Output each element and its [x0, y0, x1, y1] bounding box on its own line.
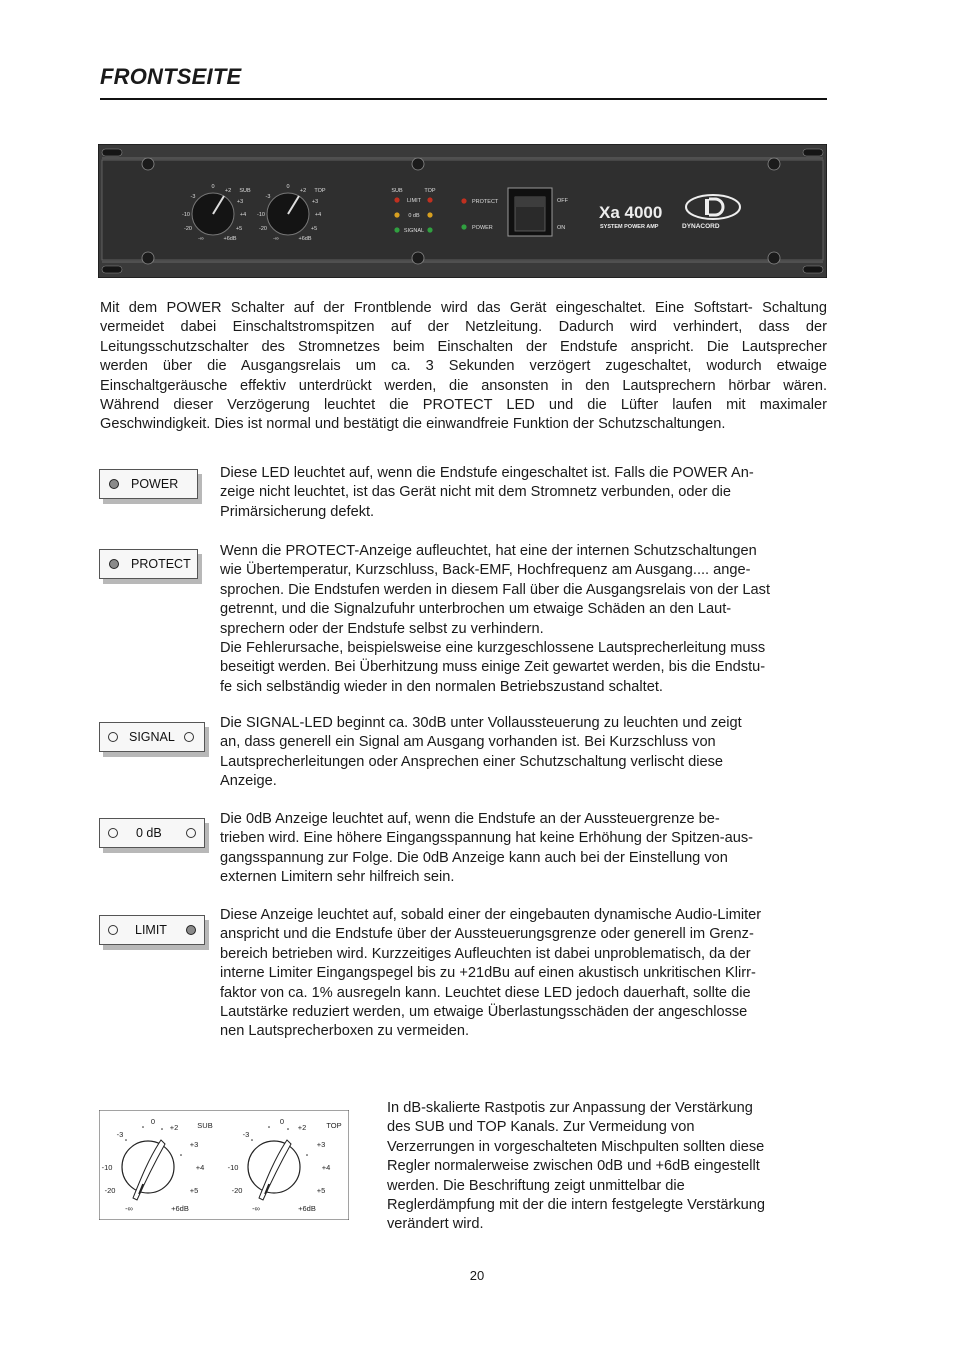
limit-description-line: nen Lautsprecherboxen zu vermeiden. — [220, 1023, 470, 1040]
panel-switch-off-label: OFF — [557, 198, 568, 204]
knob-top-label: TOP — [326, 1121, 342, 1130]
indicator-limit-label: LIMIT — [135, 923, 167, 937]
knob-scale-label: 0 — [279, 1117, 285, 1126]
rack-slot — [102, 149, 122, 156]
panel-scale-label: -20 — [184, 226, 192, 232]
panel-scale-label: -3 — [265, 194, 271, 200]
screw-icon — [142, 158, 154, 170]
indicator-power-label: POWER — [131, 477, 179, 491]
knob-scale-label: +3 — [316, 1140, 326, 1149]
panel-scale-label: +6dB — [223, 236, 237, 242]
model-name: Xa 4000 — [599, 203, 663, 222]
intro-line: Geschwindigkeit. Dies ist normal und bestätigt die einwandfreie Funktion der Schutzschaltungen. — [100, 416, 726, 433]
panel-scale-label: +3 — [236, 199, 244, 205]
indicator-limit-badge — [99, 915, 205, 945]
knob-scale-label: -∞ — [252, 1204, 260, 1213]
zero-db-description-line: trieben wird. Eine höhere Eingangsspannung hat keine Erhöhung der Spitzen-aus- — [220, 830, 754, 847]
signal-description-line: Anzeige. — [220, 773, 277, 790]
knob-scale-label: -3 — [116, 1130, 124, 1139]
panel-scale-label: +5 — [235, 226, 243, 232]
panel-scale-label: 0 — [286, 184, 290, 190]
protect-description-line: sprechern oder der Endstufe selbst zu verhindern. — [220, 620, 544, 637]
intro-line: Während dieser Verzögerung leuchtet die PROTECT LED und die Lüfter laufen mit maximaler — [100, 397, 827, 414]
protect-led-icon — [109, 559, 119, 569]
knob-scale-label: -10 — [227, 1163, 239, 1172]
panel-scale-label: -10 — [182, 212, 190, 218]
panel-scale-label: +2 — [299, 188, 307, 194]
zero-db-description-line: gangsspannung zur Folge. Die 0dB Anzeige kann auch bei der Einstellung von — [220, 849, 728, 866]
page-number: 20 — [469, 1268, 485, 1283]
panel-scale-label: +4 — [314, 212, 322, 218]
indicator-signal-label: SIGNAL — [129, 730, 175, 744]
panel-led-label: SIGNAL — [403, 228, 425, 234]
panel-scale-label: -10 — [257, 212, 265, 218]
limit-description-line: Lautstärke reduziert werden, um etwaige Überlastungsschäden der angeschlosse — [220, 1004, 748, 1021]
model-subtitle: SYSTEM POWER AMP — [600, 224, 659, 230]
panel-led-protect-label: PROTECT — [472, 199, 499, 205]
indicator-0db-label: 0 dB — [136, 826, 162, 840]
screw-icon — [768, 158, 780, 170]
knob-scale-label: +5 — [316, 1186, 326, 1195]
led-protect — [461, 198, 466, 203]
protect-description-line: getrennt, und die Signalzufuhr unterbrochen um etwaige Schäden an den Laut- — [220, 601, 732, 618]
panel-led-label: 0 dB — [408, 213, 420, 219]
panel-scale-label: +4 — [239, 212, 247, 218]
zero-db-led-right-icon — [186, 828, 196, 838]
indicator-power-badge — [99, 469, 198, 499]
panel-scale-label: +2 — [224, 188, 232, 194]
zero-db-description — [220, 810, 827, 888]
intro-line: werden über die Ausgangsrelais um ca. 3 Sekunden verzögert zugeschaltet, wodurch etwaige — [100, 358, 827, 375]
knob-description-line: verändert wird. — [387, 1216, 484, 1233]
panel-scale-label: -20 — [259, 226, 267, 232]
protect-description-line: fe sich selbständig wieder in den normalen Betriebszustand schaltet. — [220, 678, 663, 695]
signal-led-right-icon — [184, 732, 194, 742]
panel-led-col-sub: SUB — [391, 188, 403, 194]
knob-description-line: In dB-skalierte Rastpotis zur Anpassung der Verstärkung — [387, 1100, 753, 1116]
led-limit-top — [427, 197, 432, 202]
indicator-signal-badge — [99, 722, 205, 752]
signal-description-line: Die SIGNAL-LED beginnt ca. 30dB unter Vollaussteuerung zu leuchten und zeigt — [220, 715, 742, 731]
led-signal-sub — [394, 227, 399, 232]
indicator-protect-badge — [99, 549, 198, 579]
protect-description-line: Wenn die PROTECT-Anzeige aufleuchtet, hat eine der internen Schutzschaltungen — [220, 543, 757, 559]
gain-knobs-diagram — [99, 1110, 349, 1220]
limit-description-line: bereich betrieben wird. Kurzzeitiges Aufleuchten ist dabei unproblematisch, da der — [220, 945, 751, 962]
knob-scale-label: -3 — [242, 1130, 250, 1139]
title-rule — [100, 98, 827, 100]
led-signal-top — [427, 227, 432, 232]
knob-scale-label: +2 — [169, 1123, 179, 1132]
knob-scale-label: +2 — [297, 1123, 307, 1132]
panel-scale-label: -∞ — [273, 236, 279, 242]
panel-scale-label: -3 — [190, 194, 196, 200]
knob-scale-label: -20 — [231, 1186, 243, 1195]
panel-led-col-top: TOP — [424, 188, 436, 194]
signal-description — [220, 714, 827, 792]
brand-name: DYNACORD — [682, 223, 720, 230]
screw-icon — [412, 252, 424, 264]
knob-scale-label: +3 — [189, 1140, 199, 1149]
led-power — [461, 224, 466, 229]
led-0db-top — [427, 212, 432, 217]
panel-knob-top-label: TOP — [314, 188, 326, 194]
limit-description-line: faktor von ca. 1% ausregeln kann. Leuchtet diese LED jedoch dauerhaft, sollte die — [220, 984, 751, 1001]
zero-db-description-line: Die 0dB Anzeige leuchtet auf, wenn die Endstufe an der Aussteuergrenze be- — [220, 811, 720, 827]
panel-led-power-label: POWER — [472, 225, 493, 231]
panel-led-label: LIMIT — [406, 198, 422, 204]
knob-description-line: Reglerdämpfung mit der die intern festgelegte Verstärkung — [387, 1197, 766, 1214]
rack-slot — [803, 149, 823, 156]
protect-description — [220, 542, 827, 697]
intro-line: vermeidet dabei Einschaltstromspitzen auf der Netzleitung. Dadurch wird verhindert, dass der — [100, 319, 827, 336]
knob-description-line: Verzerrungen in vorgeschalteten Mischpulten sollten diese — [387, 1138, 765, 1155]
power-description-line: Diese LED leuchtet auf, wenn die Endstufe eingeschaltet ist. Falls die POWER An- — [220, 465, 754, 481]
panel-scale-label: -∞ — [198, 236, 204, 242]
knob-description-line: des SUB und TOP Kanals. Zur Vermeidung von — [387, 1119, 695, 1136]
intro-paragraph — [100, 299, 827, 435]
panel-scale-label: +6dB — [298, 236, 312, 242]
power-description-line: Primärsicherung defekt. — [220, 503, 375, 520]
limit-description-line: anspricht und die Endstufe über der Aussteuerungsgrenze oder generell im Grenz- — [220, 926, 754, 943]
panel-scale-label: 0 — [211, 184, 215, 190]
limit-led-left-icon — [108, 925, 118, 935]
knob-scale-label: +4 — [321, 1163, 331, 1172]
knob-scale-label: +6dB — [171, 1204, 189, 1213]
indicator-0db-badge — [99, 818, 205, 848]
knob-sub-label: SUB — [197, 1121, 213, 1130]
knob-scale-label: -10 — [101, 1163, 113, 1172]
intro-line: Einschaltgeräusche effektiv unterdrückt werden, die ansonsten in den Lautsprechern hörbar wären. — [100, 377, 827, 394]
knob-scale-label: +5 — [189, 1186, 199, 1195]
knob-scale-label: -20 — [104, 1186, 116, 1195]
page-title: FRONTSEITE — [100, 64, 242, 89]
knob-scale-label: 0 — [150, 1117, 156, 1126]
signal-description-line: an, dass generell ein Signal am Ausgang vorhanden ist. Bei Kurzschluss von — [220, 734, 716, 751]
protect-description-line: wie Übertemperatur, Kurzschluss, Back-EMF, Hochfrequenz am Ausgang.... ange- — [220, 562, 751, 579]
knob-description-line: Regler normalerweise zwischen 0dB und +6dB eingestellt — [387, 1158, 760, 1175]
rack-slot — [102, 266, 122, 273]
screw-icon — [142, 252, 154, 264]
power-description — [220, 464, 827, 522]
screw-icon — [412, 158, 424, 170]
knob-scale-label: -∞ — [125, 1204, 133, 1213]
limit-led-right-icon — [186, 925, 196, 935]
power-led-icon — [109, 479, 119, 489]
protect-description-line: sprochen. Die Endstufen werden in diesem Fall über die Ausgangsrelais von der Last — [220, 581, 771, 598]
panel-knob-sub-label: SUB — [239, 188, 251, 194]
panel-knob-sub — [192, 193, 234, 235]
power-description-line: zeige nicht leuchtet, ist das Gerät nicht mit dem Stromnetz verbunden, oder die — [220, 484, 732, 501]
zero-db-led-left-icon — [108, 828, 118, 838]
zero-db-description-line: externen Limitern sehr hilfreich sein. — [220, 869, 455, 886]
limit-description-line: interne Limiter Eingangspegel bis zu +21dBu auf einen akustisch unkritischen Klirr- — [220, 965, 756, 982]
signal-led-left-icon — [108, 732, 118, 742]
limit-description — [220, 906, 827, 1042]
intro-line: Mit dem POWER Schalter auf der Frontblende wird das Gerät eingeschaltet. Eine Softstart- Schaltung — [100, 300, 827, 316]
panel-scale-label: +3 — [311, 199, 319, 205]
protect-description-line: Die Fehlerursache, beispielsweise eine kurzgeschlossene Lautsprecherleitung muss — [220, 640, 766, 657]
front-panel-illustration — [98, 144, 827, 278]
screw-icon — [768, 252, 780, 264]
intro-line: Leitungsschutzschalter des Stromnetzes beim Einschalten der Endstufe anspricht. Die Lautsprecher — [100, 338, 827, 355]
knob-description — [387, 1099, 827, 1235]
led-0db-sub — [394, 212, 399, 217]
knob-scale-label: +4 — [195, 1163, 205, 1172]
knob-scale-label: +6dB — [298, 1204, 316, 1213]
rack-slot — [803, 266, 823, 273]
panel-scale-label: +5 — [310, 226, 318, 232]
protect-description-line: beseitigt werden. Bei Überhitzung muss einige Zeit gewartet werden, bis die Endstu- — [220, 659, 766, 676]
led-limit-sub — [394, 197, 399, 202]
indicator-protect-label: PROTECT — [131, 557, 191, 571]
panel-switch-on-label: ON — [557, 225, 566, 231]
limit-description-line: Diese Anzeige leuchtet auf, sobald einer der eingebauten dynamische Audio-Limiter — [220, 907, 762, 923]
signal-description-line: Lautsprecherleitungen oder Ansprechen einer Schutzschaltung verlischt diese — [220, 753, 723, 770]
panel-knob-top — [267, 193, 309, 235]
knob-description-line: werden. Die Beschriftung zeigt unmittelbar die — [387, 1177, 685, 1194]
